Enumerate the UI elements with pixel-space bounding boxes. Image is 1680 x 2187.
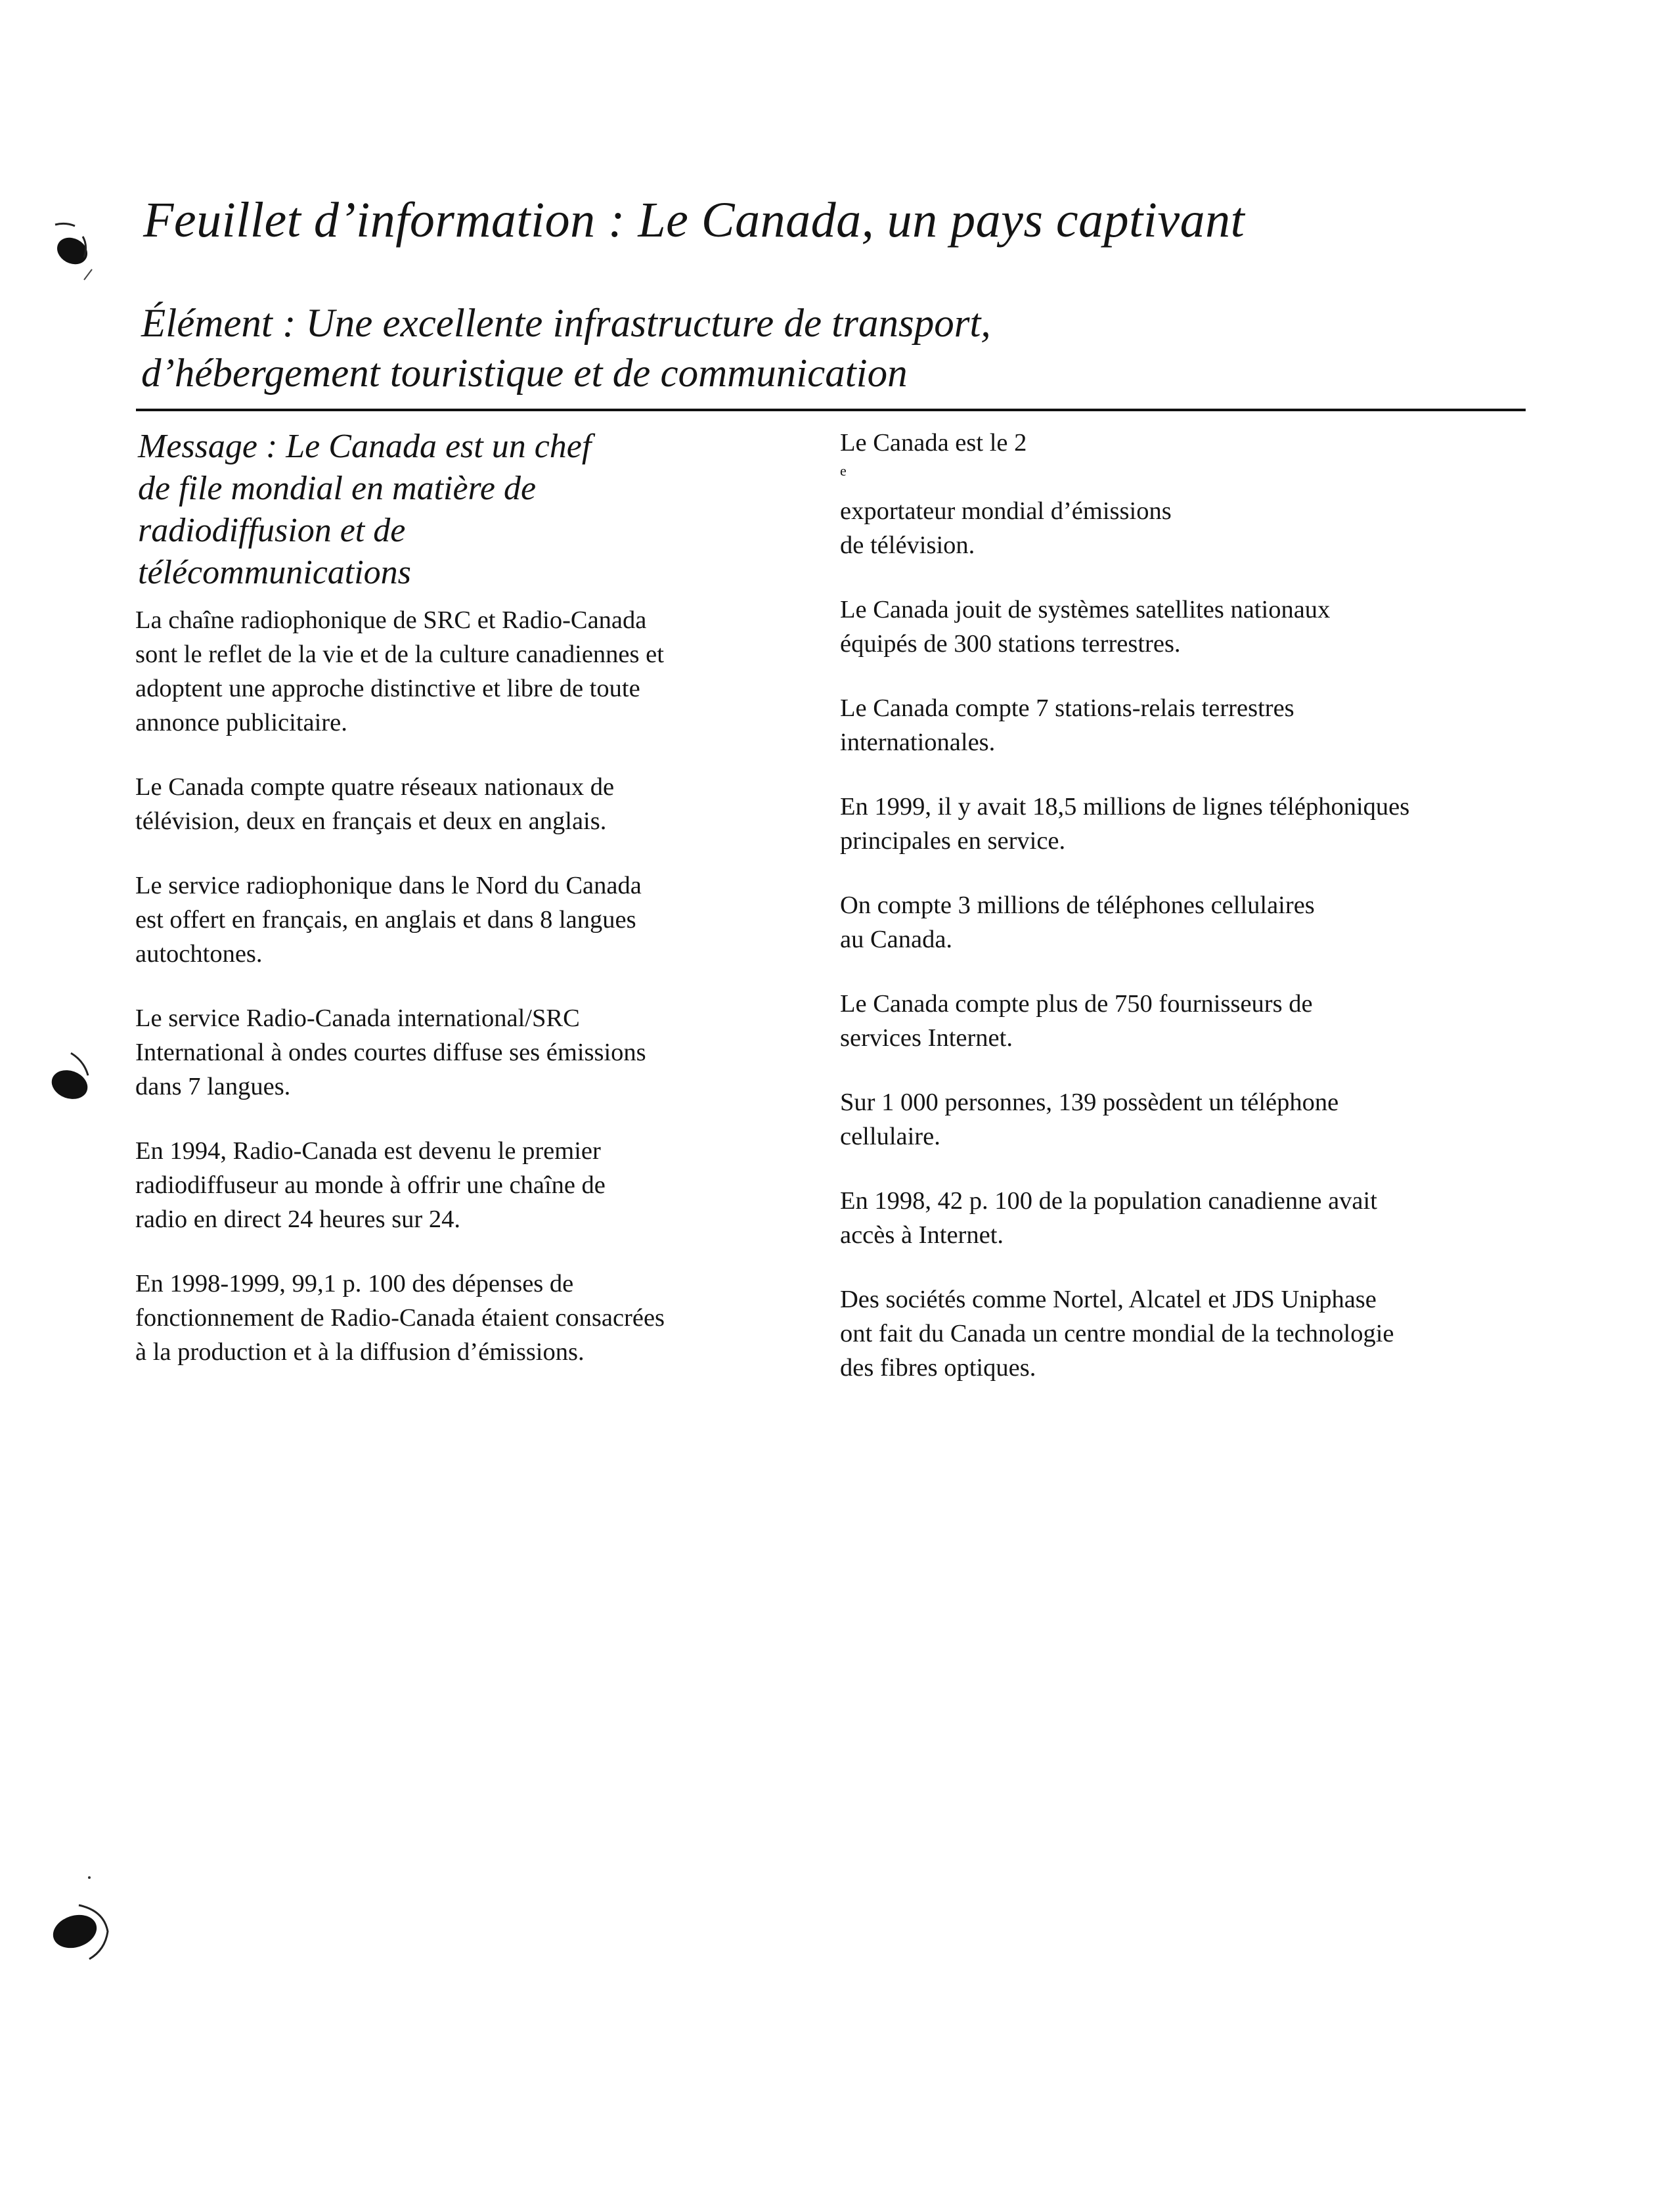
heading-divider — [136, 409, 1526, 411]
text-line: En 1994, Radio-Canada est devenu le premier — [135, 1137, 601, 1165]
text-line: En 1998-1999, 99,1 p. 100 des dépenses de — [135, 1270, 574, 1297]
fact-paragraph — [135, 1134, 792, 1236]
text-line: à la production et à la diffusion d’émissions. — [135, 1338, 585, 1366]
binder-hole-middle-icon — [41, 1041, 106, 1114]
superscript: e — [840, 462, 847, 480]
text-line: cellulaire. — [840, 1123, 940, 1150]
fact-paragraph — [840, 593, 1536, 661]
text-line: La chaîne radiophonique de SRC et Radio-Canada — [135, 606, 647, 634]
message-heading-line: radiodiffusion et de — [138, 512, 406, 549]
text-line: Sur 1 000 personnes, 139 possèdent un téléphone — [840, 1089, 1339, 1116]
text-line: équipés de 300 stations terrestres. — [840, 630, 1181, 658]
fact-paragraph — [135, 603, 792, 740]
binder-hole-top-icon — [46, 210, 105, 289]
right-column — [840, 426, 1536, 1415]
fact-paragraph — [840, 691, 1536, 759]
element-heading-line: Élément : Une excellente infrastructure de transport, — [141, 302, 991, 346]
text-line: Le service radiophonique dans le Nord du Canada — [135, 872, 642, 899]
text-line: Le service Radio-Canada international/SRC — [135, 1004, 580, 1032]
fact-paragraph — [840, 1184, 1536, 1252]
text-line: En 1998, 42 p. 100 de la population canadienne avait — [840, 1187, 1377, 1215]
fact-paragraph — [135, 770, 792, 838]
message-heading-line: télécommunications — [138, 554, 411, 591]
fact-paragraph — [840, 1282, 1536, 1385]
text-line: autochtones. — [135, 940, 263, 968]
text-fragment: Le Canada est le 2 — [840, 429, 1027, 457]
text-line: fonctionnement de Radio-Canada étaient consacrées — [135, 1304, 665, 1332]
text-line: sont le reflet de la vie et de la culture canadiennes et — [135, 641, 664, 668]
fact-paragraph — [135, 868, 792, 971]
text-line: International à ondes courtes diffuse ses émissions — [135, 1039, 646, 1066]
text-line — [840, 426, 1536, 528]
text-fragment: exportateur mondial d’émissions — [840, 497, 1172, 525]
text-line: ont fait du Canada un centre mondial de la technologie — [840, 1320, 1394, 1347]
text-line: télévision, deux en français et deux en anglais. — [135, 807, 607, 835]
message-heading — [135, 426, 792, 594]
text-line: dans 7 langues. — [135, 1073, 291, 1100]
text-line: radio en direct 24 heures sur 24. — [135, 1206, 460, 1233]
text-line: des fibres optiques. — [840, 1354, 1036, 1382]
text-line: radiodiffuseur au monde à offrir une chaîne de — [135, 1171, 606, 1199]
fact-paragraph — [135, 1267, 792, 1369]
fact-paragraph — [840, 426, 1536, 562]
text-line: Le Canada compte plus de 750 fournisseurs de — [840, 990, 1313, 1018]
fact-paragraph — [840, 1085, 1536, 1154]
fact-paragraph — [840, 888, 1536, 957]
message-heading-line: de file mondial en matière de — [138, 470, 537, 507]
text-line: services Internet. — [840, 1024, 1013, 1052]
fact-paragraph — [840, 790, 1536, 858]
text-line: accès à Internet. — [840, 1221, 1004, 1249]
text-line: En 1999, il y avait 18,5 millions de lignes téléphoniques — [840, 793, 1410, 821]
binder-hole-bottom-icon — [39, 1872, 125, 1964]
text-line: On compte 3 millions de téléphones cellulaires — [840, 891, 1315, 919]
text-line: Le Canada compte quatre réseaux nationaux de — [135, 773, 615, 801]
text-line: est offert en français, en anglais et dans 8 langues — [135, 906, 636, 934]
text-line: annonce publicitaire. — [135, 709, 347, 736]
text-line: Le Canada jouit de systèmes satellites nationaux — [840, 596, 1331, 623]
text-line: internationales. — [840, 729, 996, 756]
document-title: Feuillet d’information : Le Canada, un pays captivant — [143, 192, 1245, 248]
text-line: Le Canada compte 7 stations-relais terrestres — [840, 694, 1294, 722]
left-column — [135, 426, 792, 1399]
text-line: au Canada. — [840, 926, 953, 953]
element-heading — [141, 299, 991, 399]
text-line: adoptent une approche distinctive et libre de toute — [135, 675, 640, 702]
text-line: Des sociétés comme Nortel, Alcatel et JDS Uniphase — [840, 1286, 1377, 1313]
text-line: principales en service. — [840, 827, 1066, 855]
fact-paragraph — [135, 1001, 792, 1104]
message-heading-line: Message : Le Canada est un chef — [138, 428, 592, 465]
element-heading-line: d’hébergement touristique et de communication — [141, 351, 908, 395]
fact-paragraph — [840, 987, 1536, 1055]
text-line: de télévision. — [840, 531, 975, 559]
